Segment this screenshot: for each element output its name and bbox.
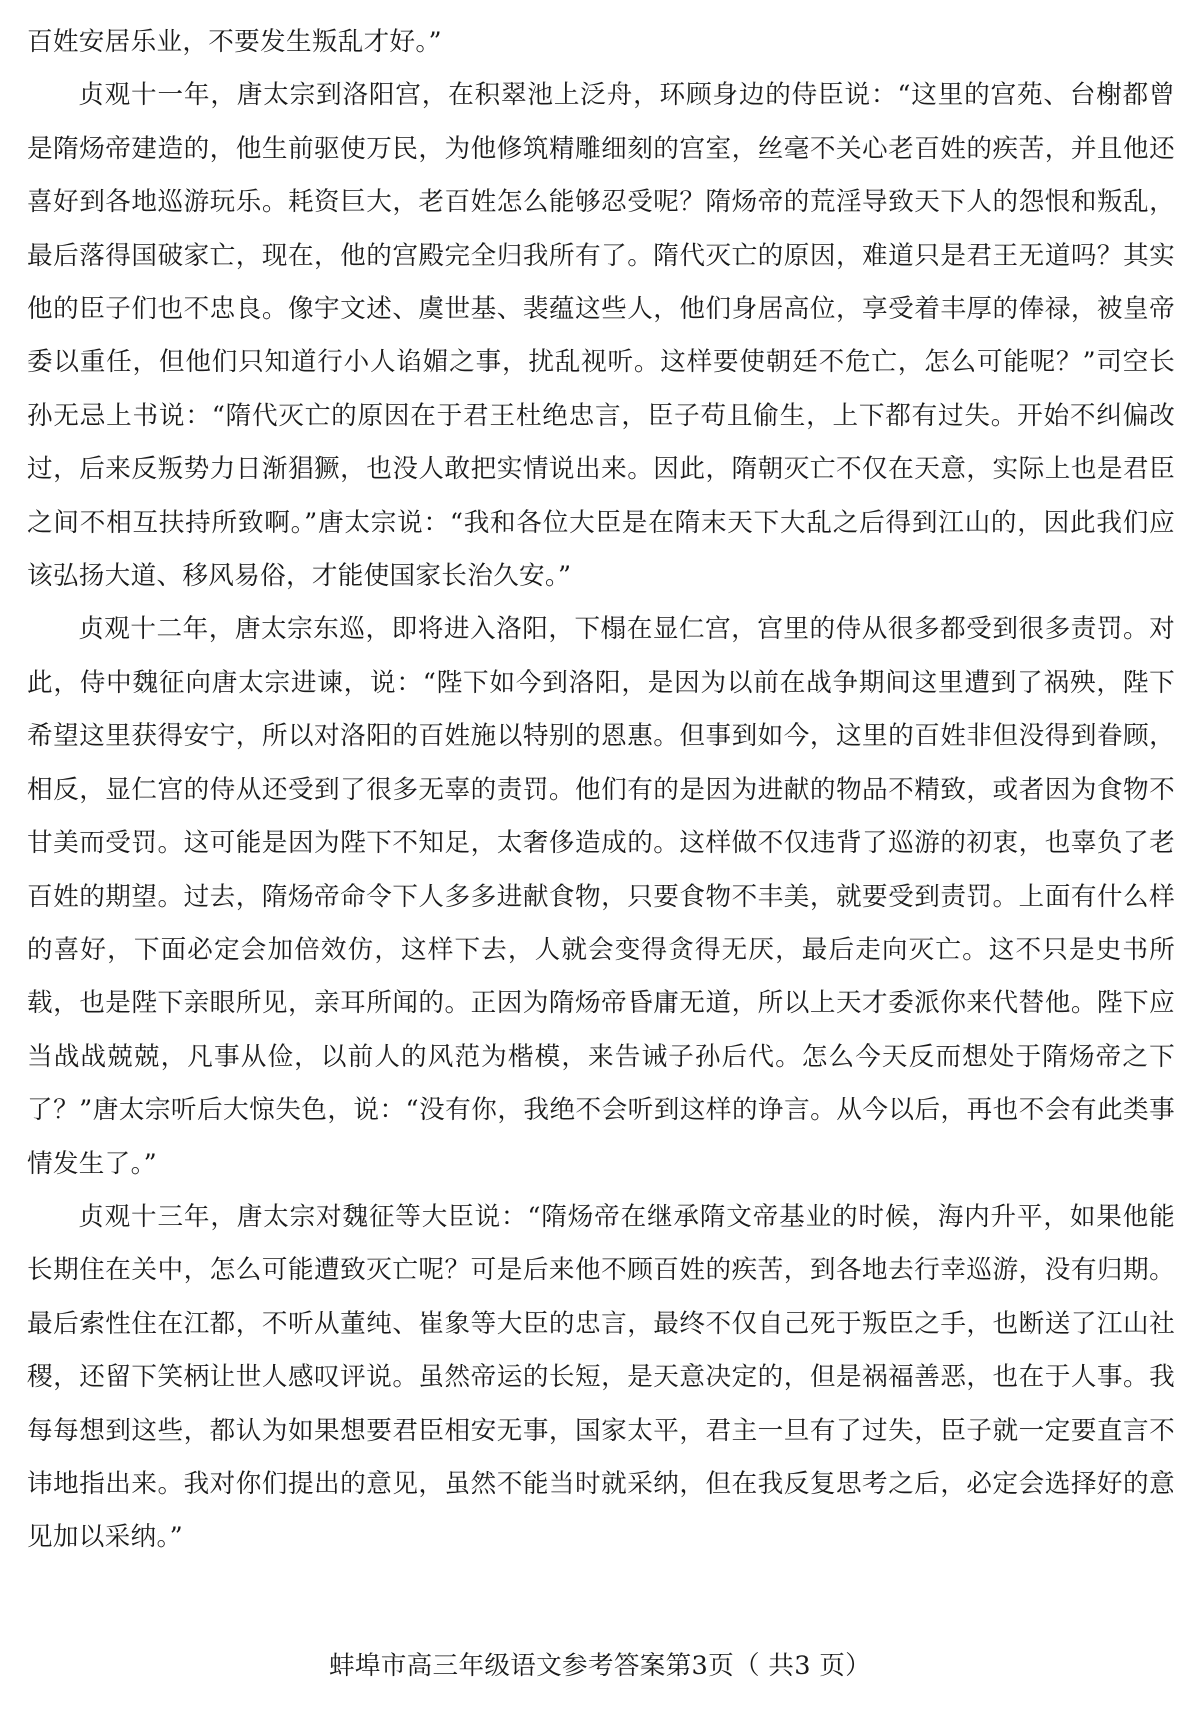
paragraph-zhenguan-13: 贞观十三年，唐太宗对魏征等大臣说：“隋炀帝在继承隋文帝基业的时候，海内升平，如果他能长期住在关中，怎么可能遭致灭亡呢？可是后来他不顾百姓的疾苦，到各地去行幸巡游，没有归期。最后索性住在江都，不听从董纯、崔象等大臣的忠言，最终不仅自己死于叛臣之手，也断送了江山社稷，还留下笑柄让世人感叹评说。虽然帝运的长短，是天意决定的，但是祸福善恶，也在于人事。我每每想到这些，都认为如果想要君臣相安无事，国家太平，君主一旦有了过失，臣子就一定要直言不讳地指出来。我对你们提出的意见，虽然不能当时就采纳，但在我反复思考之后，必定会选择好的意见加以采纳。” (27, 1201, 1175, 1553)
paragraph-continuation: 百姓安居乐业，不要发生叛乱才好。” (27, 27, 442, 57)
paragraph-zhenguan-11: 贞观十一年，唐太宗到洛阳宫，在积翠池上泛舟，环顾身边的侍臣说：“这里的宫苑、台榭都曾是隋炀帝建造的，他生前驱使万民，为他修筑精雕细刻的宫室，丝毫不关心老百姓的疾苦，并且他还喜好到各地巡游玩乐。耗资巨大，老百姓怎么能够忍受呢？隋炀帝的荒淫导致天下人的怨恨和叛乱，最后落得国破家亡，现在，他的宫殿完全归我所有了。隋代灭亡的原因，难道只是君王无道吗？其实他的臣子们也不忠良。像宇文述、虞世基、裴蕴这些人，他们身居高位，享受着丰厚的俸禄，被皇帝委以重任，但他们只知道行小人谄媚之事，扰乱视听。这样要使朝廷不危亡，怎么可能呢？”司空长孙无忌上书说：“隋代灭亡的原因在于君王杜绝忠言，臣子苟且偷生，上下都有过失。开始不纠偏改过，后来反叛势力日渐猖獗，也没人敢把实情说出来。因此，隋朝灭亡不仅在天意，实际上也是君臣之间不相互扶持所致啊。”唐太宗说：“我和各位大臣是在隋末天下大乱之后得到江山的，因此我们应该弘扬大道、移风易俗，才能使国家长治久安。” (27, 80, 1175, 592)
paragraph-zhenguan-12: 贞观十二年，唐太宗东巡，即将进入洛阳，下榻在显仁宫，宫里的侍从很多都受到很多责罚。对此，侍中魏征向唐太宗进谏，说：“陛下如今到洛阳，是因为以前在战争期间这里遭到了祸殃，陛下希望这里获得安宁，所以对洛阳的百姓施以特别的恩惠。但事到如今，这里的百姓非但没得到眷顾，相反，显仁宫的侍从还受到了很多无辜的责罚。他们有的是因为进献的物品不精致，或者因为食物不甘美而受罚。这可能是因为陛下不知足，太奢侈造成的。这样做不仅违背了巡游的初衷，也辜负了老百姓的期望。过去，隋炀帝命令下人多多进献食物，只要食物不丰美，就要受到责罚。上面有什么样的喜好，下面必定会加倍效仿，这样下去，人就会变得贪得无厌，最后走向灭亡。这不只是史书所载，也是陛下亲眼所见，亲耳所闻的。正因为隋炀帝昏庸无道，所以上天才委派你来代替他。陛下应当战战兢兢，凡事从俭，以前人的风范为楷模，来告诫子孙后代。怎么今天反而想处于隋炀帝之下了？”唐太宗听后大惊失色，说：“没有你，我绝不会听到这样的诤言。从今以后，再也不会有此类事情发生了。” (27, 614, 1175, 1179)
page-footer: 蚌埠市高三年级语文参考答案第3页（ 共3 页） (328, 1651, 872, 1681)
answer-text-body (27, 16, 1175, 1565)
